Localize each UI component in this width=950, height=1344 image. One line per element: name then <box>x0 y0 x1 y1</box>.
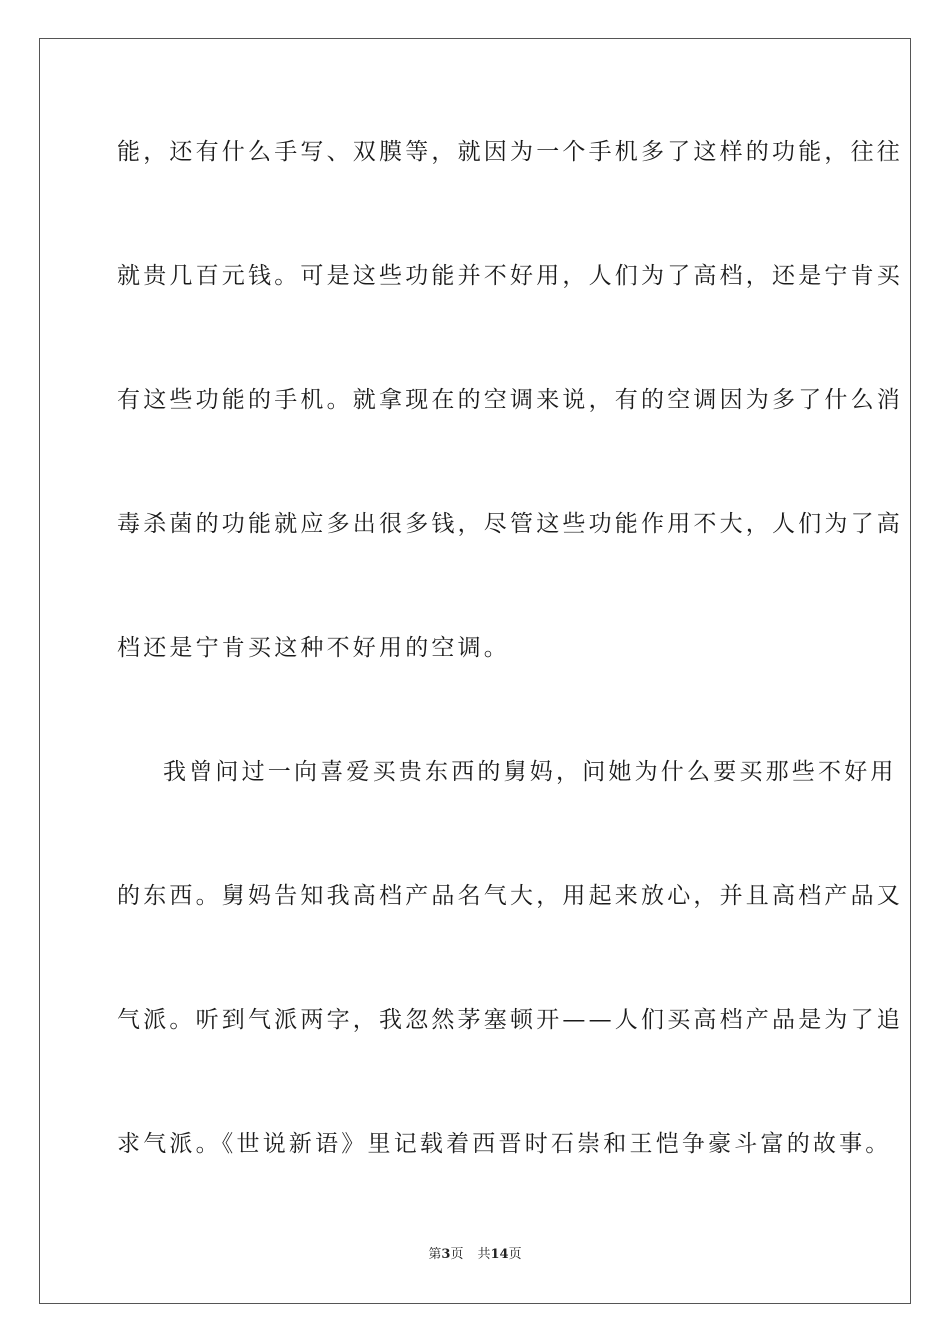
page-frame <box>39 38 911 1304</box>
paragraph-line: 气派。听到气派两字，我忽然茅塞顿开——人们买高档产品是为了追 <box>117 1007 903 1033</box>
page-prefix: 第 <box>428 1247 442 1262</box>
paragraph-line: 档还是宁肯买这种不好用的空调。 <box>117 635 510 661</box>
page-number: 3 <box>441 1247 451 1262</box>
paragraph-line: 就贵几百元钱。可是这些功能并不好用，人们为了高档，还是宁肯买 <box>117 263 903 289</box>
total-pages: 14 <box>490 1247 509 1262</box>
paragraph-line: 我曾问过一向喜爱买贵东西的舅妈，问她为什么要买那些不好用 <box>163 759 897 785</box>
paragraph-line: 求气派。《世说新语》里记载着西晋时石崇和王恺争豪斗富的故事。 <box>117 1131 892 1157</box>
paragraph-line: 有这些功能的手机。就拿现在的空调来说，有的空调因为多了什么消 <box>117 387 903 413</box>
page-suffix: 页 <box>450 1247 464 1262</box>
paragraph-line: 毒杀菌的功能就应多出很多钱，尽管这些功能作用不大，人们为了高 <box>117 511 903 537</box>
total-prefix: 共 <box>477 1247 491 1262</box>
page-footer <box>0 1246 950 1264</box>
paragraph-line: 的东西。舅妈告知我高档产品名气大，用起来放心，并且高档产品又 <box>117 883 903 909</box>
total-suffix: 页 <box>508 1247 522 1262</box>
paragraph-line: 能，还有什么手写、双膜等，就因为一个手机多了这样的功能，往往 <box>117 139 903 165</box>
